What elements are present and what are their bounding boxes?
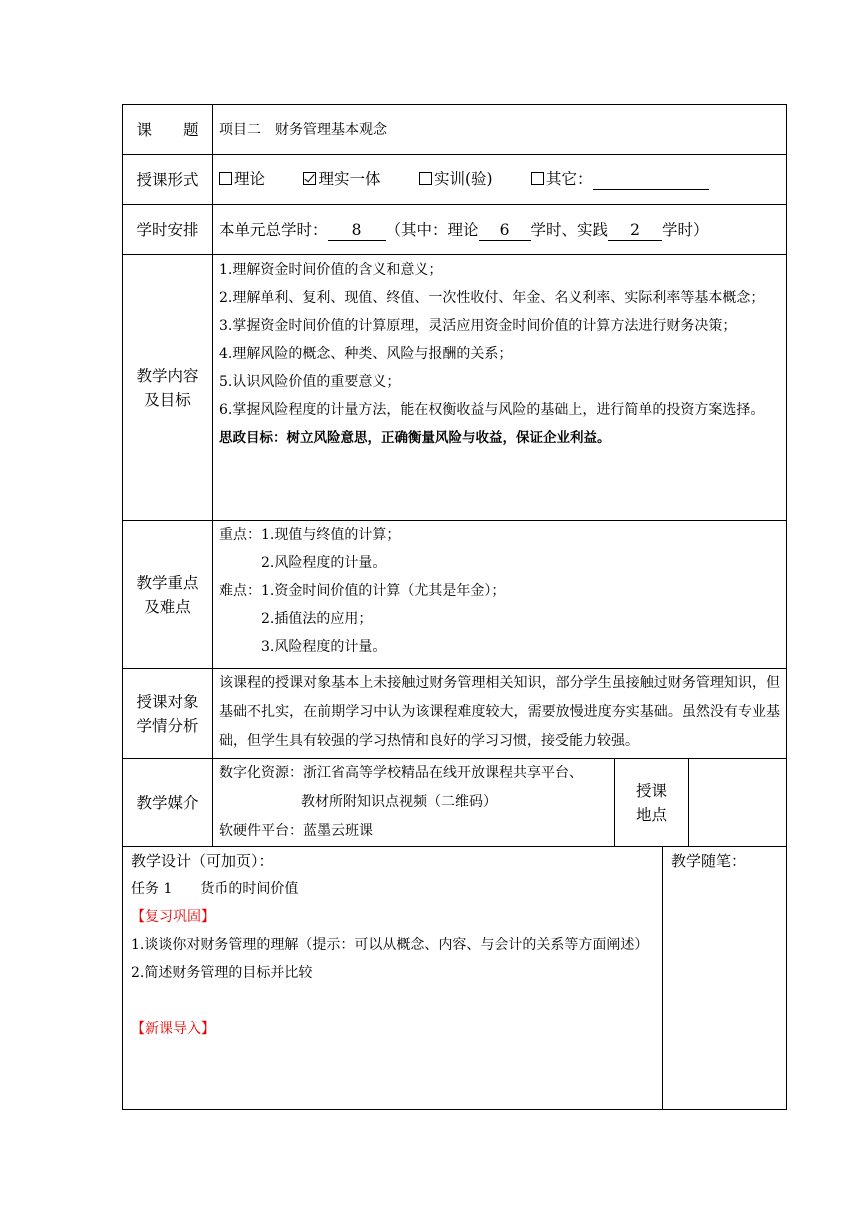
objectives-content — [213, 255, 787, 521]
format-option-theory[interactable]: 理论 — [219, 165, 265, 193]
checkbox-icon[interactable] — [531, 172, 544, 185]
format-option-integrated[interactable]: 理实一体 — [303, 165, 380, 193]
design-content — [123, 847, 663, 1110]
hard-title: 难点： — [219, 583, 261, 599]
format-options — [213, 155, 787, 205]
objective-item: 6.掌握风险程度的计量方法，能在权衡收益与风险的基础上，进行简单的投资方案选择。 — [219, 402, 765, 418]
checkbox-checked-icon[interactable] — [303, 172, 316, 185]
hard-item: 3.风险程度的计量。 — [261, 639, 387, 655]
design-title: 教学设计 — [131, 852, 192, 870]
objective-item: 3.掌握资金时间价值的计算原理，灵活应用资金时间价值的计算方法进行财务决策； — [219, 318, 737, 334]
analysis-text: 该课程的授课对象基本上未接触过财务管理相关知识，部分学生虽接触过财务管理知识，但基础不扎实，在前期学习中认为该课程难度较大，需要放慢进度夯实基础。虽然没有专业基础，但学生具有较强的学习热情和良好的学习习惯，接受能力较强。 — [213, 669, 787, 759]
analysis-label: 授课对象 学情分析 — [123, 669, 213, 759]
notes-label: 教学随笔： — [671, 852, 747, 870]
objectives-label: 教学内容 及目标 — [123, 255, 213, 521]
objective-item: 4.理解风险的概念、种类、风险与报酬的关系； — [219, 346, 513, 362]
media-content — [213, 759, 615, 847]
theory-hours: 6 — [479, 220, 531, 241]
review-question-2: 2.简述财务管理的目标并比较 — [131, 965, 313, 981]
keypoints-content — [213, 521, 787, 669]
ideology-goal: 思政目标：树立风险意思，正确衡量风险与收益，保证企业利益。 — [219, 430, 611, 446]
checkbox-icon[interactable] — [419, 172, 432, 185]
key-item: 1.现值与终值的计算； — [261, 527, 401, 543]
media-videos: 教材所附知识点视频（二维码） — [301, 794, 497, 810]
objective-item: 1.理解资金时间价值的含义和意义； — [219, 262, 443, 278]
format-row — [123, 155, 787, 205]
objective-item: 2.理解单利、复利、现值、终值、一次性收付、年金、名义利率、实际利率等基本概念； — [219, 290, 765, 306]
hours-row — [123, 205, 787, 255]
place-label: 授课 地点 — [615, 759, 689, 847]
new-lesson-heading: 【新课导入】 — [131, 1021, 215, 1037]
format-option-practice[interactable]: 实训(验) — [419, 165, 493, 193]
task-title: 任务 1 货币的时间价值 — [131, 881, 299, 897]
hours-label: 学时安排 — [123, 205, 213, 255]
analysis-row — [123, 669, 787, 759]
hard-item: 2.插值法的应用； — [261, 611, 373, 627]
review-question-1: 1.谈谈你对财务管理的理解（提示：可以从概念、内容、与会计的关系等方面阐述） — [131, 937, 649, 953]
other-blank-line[interactable] — [593, 169, 709, 190]
topic-value: 项目二 财务管理基本观念 — [213, 105, 787, 155]
format-label: 授课形式 — [123, 155, 213, 205]
review-heading: 【复习巩固】 — [131, 909, 215, 925]
practice-hours: 2 — [608, 220, 662, 241]
objective-item: 5.认识风险价值的重要意义； — [219, 374, 401, 390]
design-title-note: （可加页）： — [191, 852, 274, 870]
objectives-row — [123, 255, 787, 521]
total-hours: 8 — [328, 220, 386, 241]
notes-column — [663, 847, 787, 1110]
topic-row — [123, 105, 787, 155]
place-value[interactable] — [689, 759, 787, 847]
lesson-plan-page — [122, 104, 786, 1110]
hours-value: 本单元总学时： 8 （其中：理论 6 学时、实践 2 学时） — [213, 205, 787, 255]
media-digital-resources: 数字化资源：浙江省高等学校精品在线开放课程共享平台、 — [219, 765, 583, 781]
topic-label: 课 题 — [123, 105, 213, 155]
lesson-plan-table — [122, 104, 787, 1110]
checkbox-icon[interactable] — [219, 172, 232, 185]
keypoints-label: 教学重点 及难点 — [123, 521, 213, 669]
format-option-other[interactable]: 其它： — [531, 165, 709, 193]
media-label: 教学媒介 — [123, 759, 213, 847]
key-item: 2.风险程度的计量。 — [261, 555, 387, 571]
media-row — [123, 759, 787, 847]
hard-item: 1.资金时间价值的计算（尤其是年金）； — [261, 583, 506, 599]
key-title: 重点： — [219, 527, 261, 543]
design-row — [123, 847, 787, 1110]
media-platform: 软硬件平台：蓝墨云班课 — [219, 823, 373, 839]
keypoints-row — [123, 521, 787, 669]
